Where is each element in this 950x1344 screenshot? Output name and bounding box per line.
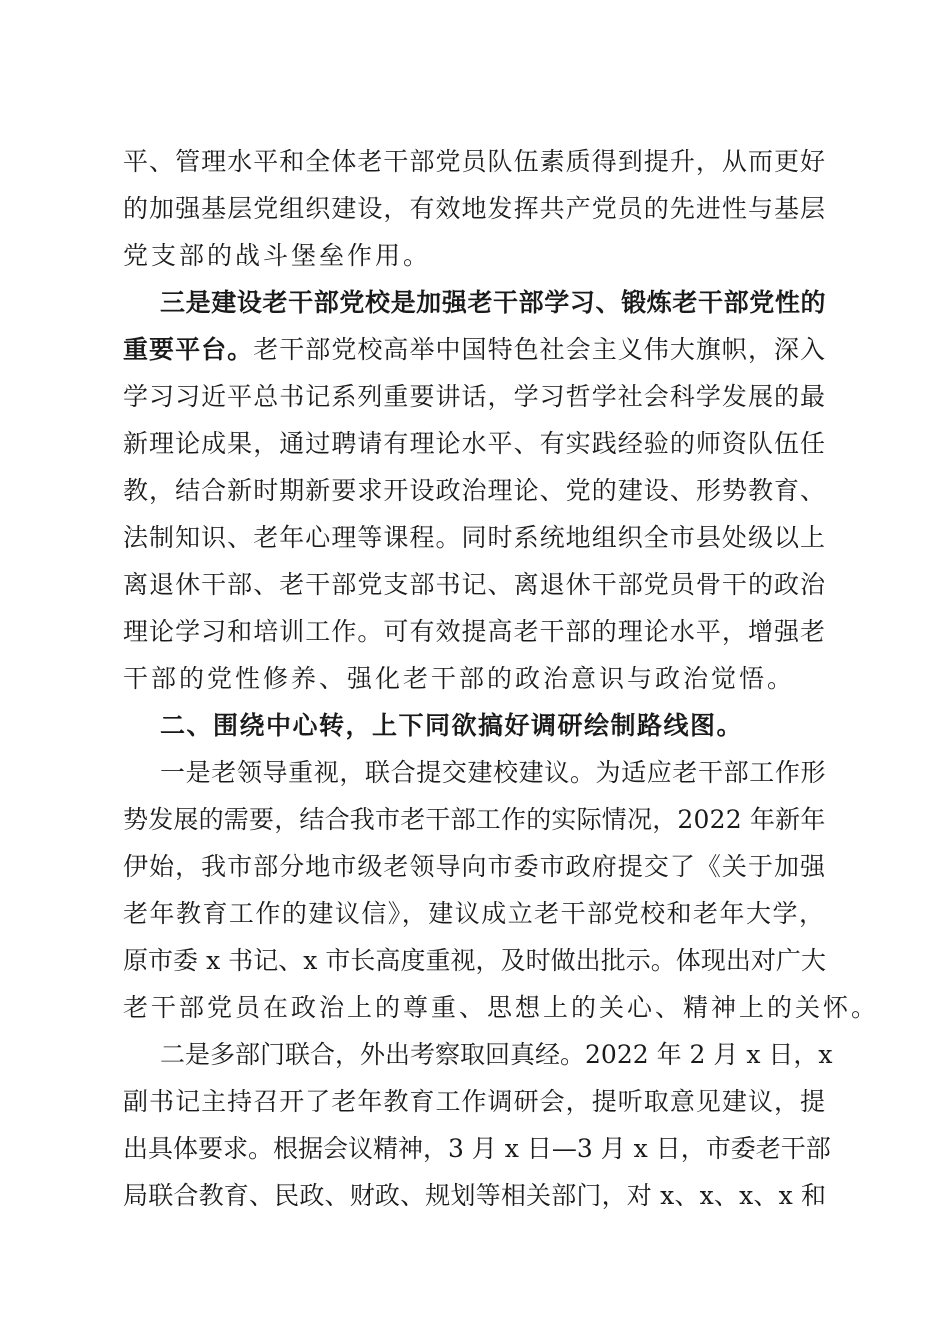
paragraph-line	[160, 283, 826, 323]
paragraph-line: 的加强基层党组织建设，有效地发挥共产党员的先进性与基层	[123, 194, 827, 223]
paragraph-line: 副书记主持召开了老年教育工作调研会，提听取意见建议，提	[123, 1087, 827, 1116]
paragraph-line: 二是多部门联合，外出考察取回真经。2022 年 2 月 x 日，x	[160, 1040, 833, 1069]
bold-lead: 三是建设老干部党校是加强老干部学习、锻炼老干部党性的	[160, 288, 827, 317]
paragraph-line: 局联合教育、民政、财政、规划等相关部门，对 x、x、x、x 和	[123, 1181, 827, 1210]
paragraph-line: 新理论成果，通过聘请有理论水平、有实践经验的师资队伍任	[123, 429, 827, 458]
paragraph-line: 伊始，我市部分地市级老领导向市委市政府提交了《关于加强	[123, 852, 827, 881]
line-text: 老干部党校高举中国特色社会主义伟大旗帜，深入	[253, 335, 827, 364]
paragraph-line: 教，结合新时期新要求开设政治理论、党的建设、形势教育、	[123, 476, 827, 505]
paragraph-line: 平、管理水平和全体老干部党员队伍素质得到提升，从而更好	[123, 147, 827, 176]
paragraph-line: 老年教育工作的建议信》，建议成立老干部党校和老年大学，	[123, 899, 826, 928]
paragraph-line: 干部的党性修养、强化老干部的政治意识与政治觉悟。	[123, 664, 796, 693]
paragraph-line: 老干部党员在政治上的尊重、思想上的关心、精神上的关怀。	[123, 993, 880, 1022]
paragraph-line: 势发展的需要，结合我市老干部工作的实际情况，2022 年新年	[123, 805, 826, 834]
paragraph-line: 理论学习和培训工作。可有效提高老干部的理论水平，增强老	[123, 617, 827, 646]
paragraph-line: 离退休干部、老干部党支部书记、离退休干部党员骨干的政治	[123, 570, 827, 599]
paragraph-line: 原市委 x 书记、x 市长高度重视，及时做出批示。体现出对广大	[123, 946, 826, 975]
paragraph-line: 出具体要求。根据会议精神，3 月 x 日—3 月 x 日，市委老干部	[123, 1134, 831, 1163]
paragraph-line: 一是老领导重视，联合提交建校建议。为适应老干部工作形	[160, 758, 827, 787]
section-heading: 二、围绕中心转，上下同欲搞好调研绘制路线图。	[160, 711, 744, 740]
paragraph-line: 党支部的战斗堡垒作用。	[123, 241, 432, 270]
paragraph-line	[123, 330, 826, 370]
bold-lead: 重要平台。	[123, 335, 254, 364]
paragraph-line: 法制知识、老年心理等课程。同时系统地组织全市县处级以上	[123, 523, 827, 552]
paragraph-line: 学习习近平总书记系列重要讲话，学习哲学社会科学发展的最	[123, 382, 827, 411]
